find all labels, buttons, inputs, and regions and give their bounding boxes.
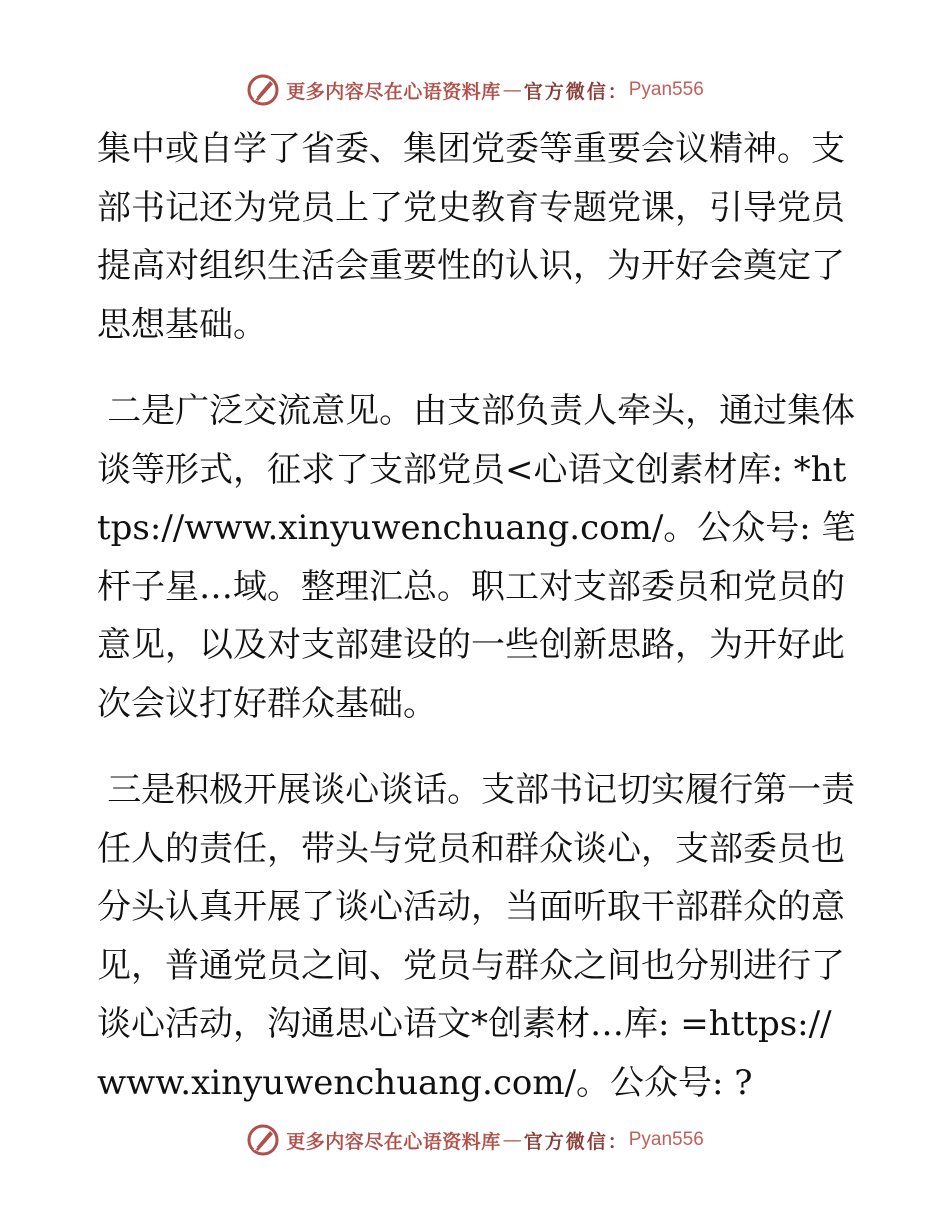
paragraph-2: 二是广泛交流意见。由支部负责人牵头，通过集体谈等形式，征求了支部党员<心语文创素材库: *https://www.xinyuwenchuang.com/。公众号: 笔杆子星…域。整理汇总。职工对支部委员和党员的意见，以及对支部建设的一些创新思路，为开好此次会议打好群众基础。 xyxy=(97,391,856,724)
watermark-wechat-id: Pyan556 xyxy=(628,79,704,100)
document-body xyxy=(97,120,857,1112)
quill-pen-logo-icon xyxy=(246,1123,280,1157)
watermark-brand: 更多内容尽在心语资料库 xyxy=(286,80,501,103)
footer-watermark xyxy=(0,1120,950,1160)
quill-pen-logo-icon xyxy=(246,73,280,107)
paragraph-3: 三是积极开展谈心谈话。支部书记切实履行第一责任人的责任，带头与党员和群众谈心，支部委员也分头认真开展了谈心活动，当面听取干部群众的意见，普通党员之间、党员与群众之间也分别进行了谈心活动，沟通思心语文*创素材…库: =https://www.xinyuwenchuang.com/。公众号: ? xyxy=(97,770,856,1103)
paragraph-1: 集中或自学了省委、集团党委等重要会议精神。支部书记还为党员上了党史教育专题党课，引导党员提高对组织生活会重要性的认识，为开好会奠定了思想基础。 xyxy=(97,129,845,345)
watermark-channel: 官方微信： xyxy=(523,1130,629,1153)
header-watermark xyxy=(0,70,950,110)
watermark-dash: — xyxy=(502,79,522,101)
watermark-wechat-id: Pyan556 xyxy=(628,1129,704,1150)
watermark-channel: 官方微信： xyxy=(523,80,629,103)
watermark-brand: 更多内容尽在心语资料库 xyxy=(286,1130,501,1153)
watermark-dash: — xyxy=(502,1129,522,1151)
